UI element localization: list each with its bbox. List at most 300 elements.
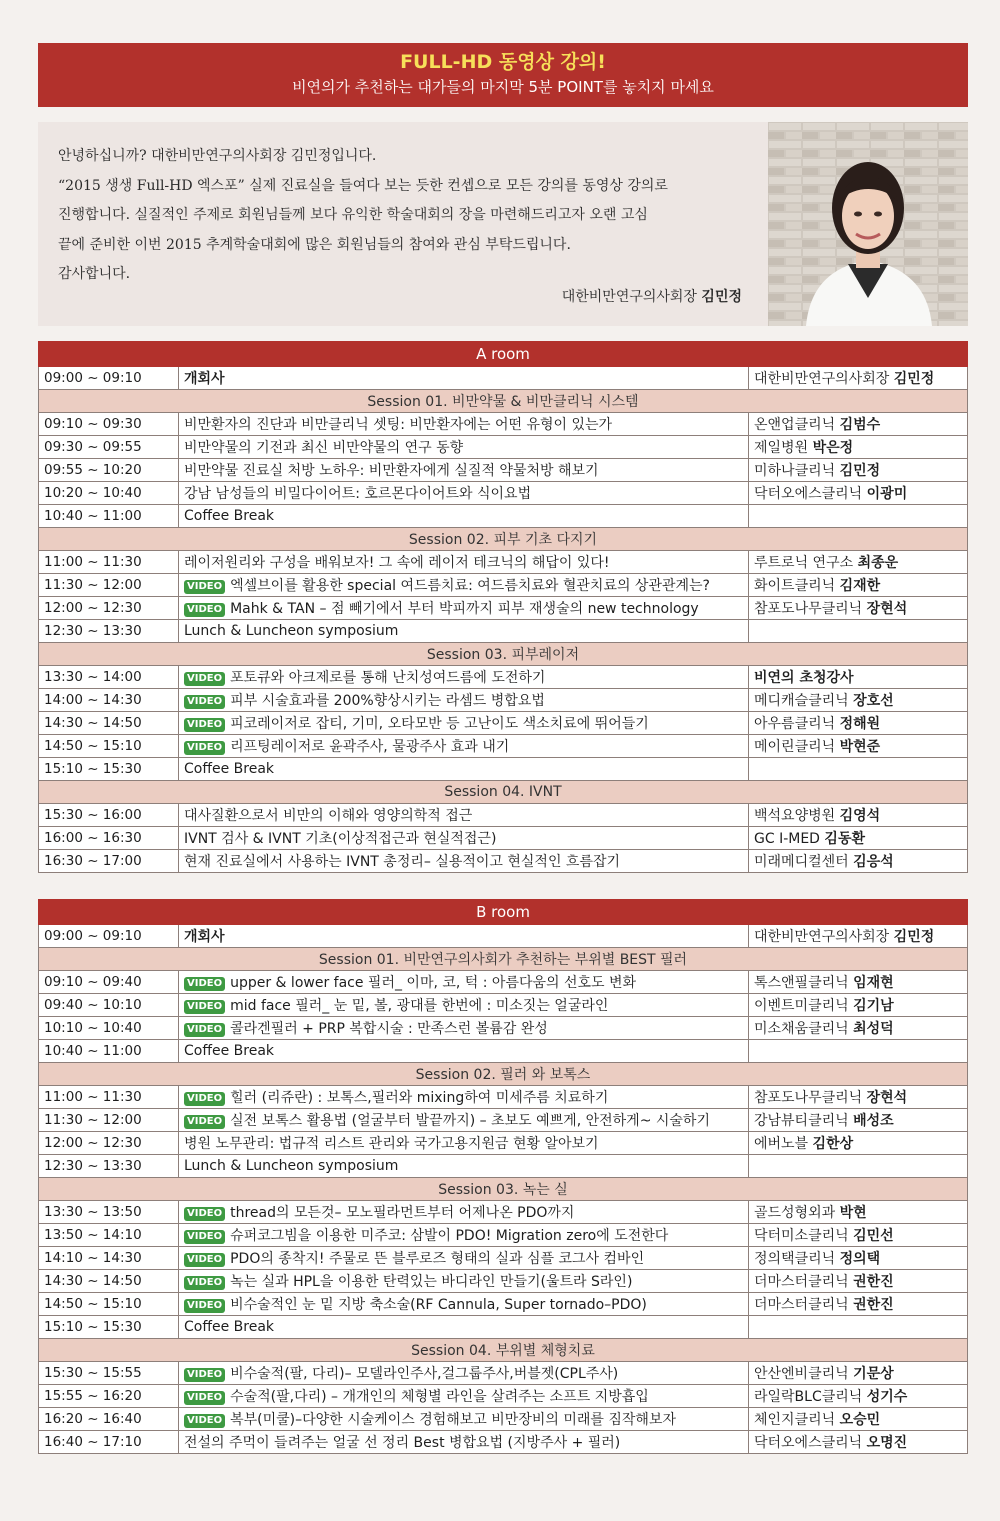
speaker-name: 권한진 [853,1274,894,1290]
video-badge-icon: VIDEO [184,1368,225,1382]
session-title: Session 02. 필러 와 보톡스 [39,1063,968,1086]
speaker-org: 닥터오에스클리닉 [754,486,863,502]
speaker-org: 메디캐슬클리닉 [754,693,849,709]
talk-title-text: Lunch & Luncheon symposium [184,623,399,639]
talk-title-text: Coffee Break [184,1319,275,1335]
talk-title [179,1109,749,1132]
session-title: Session 03. 녹는 실 [39,1178,968,1201]
time-slot: 09:55 ~ 10:20 [39,459,179,482]
time-slot: 09:10 ~ 09:40 [39,971,179,994]
schedule-row [39,735,968,758]
speaker-name: 김민정 [839,463,881,479]
schedule-row [39,367,968,390]
time-slot: 11:00 ~ 11:30 [39,551,179,574]
speaker-org: 라일락BLC클리닉 [753,1389,863,1405]
time-slot: 13:50 ~ 14:10 [39,1224,179,1247]
talk-title [179,1224,749,1247]
schedule-row [39,1247,968,1270]
speaker-org: 안산엔비클리닉 [753,1366,849,1382]
talk-title [179,620,749,643]
schedule-row [39,1155,968,1178]
speaker-cell [748,1132,967,1155]
talk-title-text: mid face 필러_ 눈 밑, 볼, 광대를 한번에 : 미소짓는 얼굴라인 [230,998,609,1014]
video-badge-icon: VIDEO [184,603,225,617]
session-title: Session 01. 비만연구의사회가 추천하는 부위별 BEST 필러 [39,948,968,971]
talk-title [179,1408,749,1431]
schedule-row [39,712,968,735]
speaker-name: 비연의 초청강사 [754,670,854,686]
speaker-cell [748,1155,967,1178]
schedule-row [39,1431,968,1454]
time-slot: 09:40 ~ 10:10 [39,994,179,1017]
speaker-org: 톡스앤필클리닉 [753,975,849,991]
talk-title [179,1155,749,1178]
schedule-row [39,505,968,528]
speaker-org: 에버노블 [753,1136,809,1152]
speaker-name: 오명진 [866,1435,908,1451]
talk-title [179,574,749,597]
speaker-cell [748,925,967,948]
speaker-org: 참포도나무클리닉 [753,1090,863,1106]
speaker-org: 닥터미소클리닉 [753,1228,849,1244]
time-slot: 15:10 ~ 15:30 [39,1316,179,1339]
talk-title [179,666,749,689]
time-slot: 14:50 ~ 15:10 [39,735,179,758]
talk-title-text: Lunch & Luncheon symposium [184,1158,399,1174]
talk-title-text: 비만약물 진료실 처방 노하우: 비만환자에게 실질적 약물처방 해보기 [184,463,599,479]
schedule-row [39,620,968,643]
talk-title [179,1247,749,1270]
session-header [39,1178,968,1201]
video-badge-icon: VIDEO [184,1230,225,1244]
talk-title-text: 엑셀브이를 활용한 special 여드름치료: 여드름치료와 혈관치료의 상관관계는? [230,578,710,594]
time-slot: 09:00 ~ 09:10 [39,367,179,390]
schedule-row [39,758,968,781]
speaker-cell [749,827,968,850]
talk-title [179,1040,749,1063]
talk-title [179,850,749,873]
time-slot: 13:30 ~ 14:00 [39,666,179,689]
schedule-row [39,850,968,873]
session-title: Session 03. 피부레이저 [39,643,968,666]
time-slot: 12:30 ~ 13:30 [39,620,179,643]
time-slot: 15:30 ~ 16:00 [39,804,179,827]
speaker-name: 장현석 [866,1090,908,1106]
talk-title-text: 포토큐와 아크제로를 통해 난치성여드름에 도전하기 [230,670,546,686]
room-title: A room [39,342,968,367]
speaker-org: 정의택클리닉 [753,1251,836,1267]
speaker-org: 백석요양병원 [754,808,836,824]
talk-title-text: PDO의 종착지! 주물로 뜬 블루로즈 형태의 실과 심플 코그사 컴바인 [230,1251,645,1267]
speaker-cell [749,804,968,827]
talk-title [179,1270,749,1293]
session-header [39,781,968,804]
speaker-name: 박은정 [812,440,854,456]
speaker-name: 정의택 [839,1251,881,1267]
video-badge-icon: VIDEO [184,672,225,686]
speaker-cell [748,971,967,994]
speaker-org: 닥터오에스클리닉 [753,1435,863,1451]
video-badge-icon: VIDEO [184,1115,225,1129]
speaker-cell [748,1109,967,1132]
talk-title [179,1316,749,1339]
talk-title [179,1362,749,1385]
speaker-name: 김민선 [853,1228,894,1244]
banner-title: FULL-HD 동영상 강의! [400,51,606,73]
speaker-cell [749,574,968,597]
schedule-row [39,1293,968,1316]
speaker-cell [749,735,968,758]
speaker-name: 성기수 [866,1389,908,1405]
talk-title-text: 개회사 [184,371,225,387]
speaker-name: 김민정 [893,929,935,945]
time-slot: 14:30 ~ 14:50 [39,712,179,735]
speaker-name: 박현 [839,1205,867,1221]
schedule-row [39,666,968,689]
speaker-cell [749,712,968,735]
speaker-name: 장호선 [853,693,894,709]
talk-title-text: IVNT 검사 & IVNT 기초(이상적접근과 현실적접근) [184,831,497,847]
speaker-name: 김응석 [853,854,894,870]
speaker-cell [749,482,968,505]
speaker-name: 김범수 [839,417,881,433]
schedule-row [39,994,968,1017]
speaker-cell [749,620,968,643]
schedule-row [39,689,968,712]
greeting-line: 안녕하십니까? 대한비만연구의사회장 김민정입니다. [58,148,377,164]
speaker-cell [748,1224,967,1247]
time-slot: 14:30 ~ 14:50 [39,1270,179,1293]
talk-title-text: 피부 시술효과를 200%향상시키는 라셈드 병합요법 [230,693,545,709]
speaker-org: 루트로닉 연구소 [754,555,854,571]
schedule-row [39,1385,968,1408]
video-badge-icon: VIDEO [184,1276,225,1290]
speaker-org: 미하나클리닉 [754,463,836,479]
time-slot: 12:00 ~ 12:30 [39,1132,179,1155]
talk-title [179,971,749,994]
speaker-name: 권한진 [853,1297,894,1313]
speaker-cell [748,1040,967,1063]
talk-title [179,804,749,827]
talk-title-text: Coffee Break [184,1043,275,1059]
talk-title [179,413,749,436]
talk-title-text: 슈퍼코그빔을 이용한 미주코: 삼발이 PDO! Migration zero에 도전한다 [230,1228,669,1244]
speaker-org: 대한비만연구의사회장 [754,371,890,387]
time-slot: 15:10 ~ 15:30 [39,758,179,781]
talk-title [179,925,749,948]
video-badge-icon: VIDEO [184,580,225,594]
speaker-org: GC I-MED [754,831,820,847]
talk-title [179,1201,749,1224]
speaker-org: 온앤업클리닉 [754,417,836,433]
speaker-org: 더마스터클리닉 [753,1274,849,1290]
speaker-org: 이벤트미클리닉 [753,998,849,1014]
talk-title [179,758,749,781]
speaker-cell [748,994,967,1017]
talk-title-text: 전설의 주먹이 들려주는 얼굴 선 정리 Best 병합요법 (지방주사 + 필러) [184,1435,621,1451]
video-badge-icon: VIDEO [184,1299,225,1313]
schedule-row [39,971,968,994]
video-badge-icon: VIDEO [184,977,225,991]
video-badge-icon: VIDEO [184,695,225,709]
talk-title-text: 힐러 (리쥬란) : 보톡스,필러와 mixing하여 미세주름 치료하기 [230,1090,609,1106]
time-slot: 10:40 ~ 11:00 [39,505,179,528]
talk-title-text: 대사질환으로서 비만의 이해와 영양의학적 접근 [184,808,473,824]
speaker-name: 박현준 [839,739,881,755]
speaker-cell [749,367,968,390]
time-slot: 09:30 ~ 09:55 [39,436,179,459]
speaker-cell [748,1293,967,1316]
session-title: Session 04. 부위별 체형치료 [39,1339,968,1362]
time-slot: 14:00 ~ 14:30 [39,689,179,712]
speaker-name: 김한상 [812,1136,854,1152]
speaker-org: 미래메디컬센터 [754,854,849,870]
session-header [39,390,968,413]
talk-title [179,505,749,528]
schedule-row [39,804,968,827]
schedule-row [39,1408,968,1431]
speaker-cell [748,1362,967,1385]
speaker-cell [749,758,968,781]
schedule-row [39,1224,968,1247]
talk-title-text: 비수술적(팔, 다리)– 모델라인주사,걸그룹주사,버블젯(CPL주사) [230,1366,619,1382]
greeting-line: 감사합니다. [58,266,131,282]
schedule-row [39,925,968,948]
talk-title-text: 피코레이저로 잡티, 기미, 오타모반 등 고난이도 색소치료에 뛰어들기 [230,716,649,732]
talk-title-text: 콜라겐필러 + PRP 복합시술 : 만족스런 볼륨감 완성 [230,1021,548,1037]
session-title: Session 02. 피부 기초 다지기 [39,528,968,551]
schedule-row [39,436,968,459]
signature-name: 김민정 [701,289,742,305]
speaker-cell [748,1385,967,1408]
speaker-cell [749,551,968,574]
speaker-cell [748,1017,967,1040]
video-badge-icon: VIDEO [184,1391,225,1405]
time-slot: 14:50 ~ 15:10 [39,1293,179,1316]
signature-org: 대한비만연구의사회장 [561,289,697,305]
time-slot: 14:10 ~ 14:30 [39,1247,179,1270]
schedule-row [39,1270,968,1293]
speaker-cell [749,666,968,689]
speaker-name: 정해원 [839,716,881,732]
talk-title [179,689,749,712]
talk-title [179,712,749,735]
talk-title-text: 복부(미쿨)–다양한 시술케이스 경험해보고 비만장비의 미래를 짐작해보자 [230,1412,676,1428]
room-b-schedule [38,899,968,1454]
talk-title-text: 레이저원리와 구성을 배워보자! 그 속에 레이저 테크닉의 해답이 있다! [184,555,610,571]
speaker-org: 참포도나무클리닉 [754,601,863,617]
speaker-name: 이광미 [866,486,908,502]
talk-title-text: 현재 진료실에서 사용하는 IVNT 총정리– 실용적이고 현실적인 흐름잡기 [184,854,621,870]
speaker-name: 김영석 [839,808,881,824]
talk-title [179,1293,749,1316]
time-slot: 16:20 ~ 16:40 [39,1408,179,1431]
talk-title-text: 개회사 [184,929,225,945]
time-slot: 15:30 ~ 15:55 [39,1362,179,1385]
greeting-box [38,122,968,326]
talk-title [179,1431,749,1454]
speaker-cell [749,459,968,482]
speaker-cell [749,413,968,436]
speaker-name: 오승민 [839,1412,881,1428]
talk-title-text: 비만환자의 진단과 비만클리닉 셋팅: 비만환자에는 어떤 유형이 있는가 [184,417,613,433]
speaker-cell [749,505,968,528]
schedule-row [39,1017,968,1040]
time-slot: 16:40 ~ 17:10 [39,1431,179,1454]
schedule-row [39,459,968,482]
schedule-row [39,413,968,436]
speaker-name: 김기남 [853,998,894,1014]
speaker-name: 김동환 [824,831,865,847]
talk-title [179,735,749,758]
president-photo [768,122,968,326]
video-badge-icon: VIDEO [184,1414,225,1428]
talk-title [179,1017,749,1040]
video-badge-icon: VIDEO [184,1023,225,1037]
speaker-org: 메이린클리닉 [754,739,836,755]
speaker-org: 아우름클리닉 [754,716,836,732]
time-slot: 11:30 ~ 12:00 [39,574,179,597]
time-slot: 12:30 ~ 13:30 [39,1155,179,1178]
schedule-row [39,574,968,597]
video-badge-icon: VIDEO [184,1253,225,1267]
speaker-name: 장현석 [866,601,908,617]
speaker-cell [748,1247,967,1270]
speaker-cell [748,1270,967,1293]
speaker-cell [749,850,968,873]
greeting-line: “2015 생생 Full-HD 엑스포” 실제 진료실을 들여다 보는 듯한 컨셉으로 모든 강의를 동영상 강의로 [58,177,668,194]
time-slot: 11:30 ~ 12:00 [39,1109,179,1132]
talk-title-text: Coffee Break [184,761,275,777]
schedule-row [39,1086,968,1109]
talk-title-text: Coffee Break [184,508,275,524]
speaker-name: 임재현 [853,975,894,991]
talk-title-text: 실전 보톡스 활용법 (얼굴부터 발끝까지) – 초보도 예쁘게, 안전하게~ 시술하기 [230,1113,710,1129]
talk-title-text: 병원 노무관리: 법규적 리스트 관리와 국가고용지원금 현황 알아보기 [184,1136,599,1152]
room-header [39,900,968,925]
session-header [39,643,968,666]
talk-title-text: 리프팅레이저로 윤곽주사, 물광주사 효과 내기 [230,739,510,755]
session-header [39,1339,968,1362]
speaker-cell [748,1201,967,1224]
speaker-org: 체인지클리닉 [753,1412,836,1428]
time-slot: 09:00 ~ 09:10 [39,925,179,948]
speaker-cell [749,689,968,712]
session-header [39,948,968,971]
talk-title-text: upper & lower face 필러_ 이마, 코, 턱 : 아름다움의 선호도 변화 [230,975,637,991]
greeting-line: 끝에 준비한 이번 2015 추계학술대회에 많은 회원님들의 참여와 관심 부탁드립니다. [58,236,571,253]
video-badge-icon: VIDEO [184,1092,225,1106]
speaker-name: 배성조 [853,1113,894,1129]
time-slot: 15:55 ~ 16:20 [39,1385,179,1408]
schedule-row [39,551,968,574]
schedule-row [39,597,968,620]
video-badge-icon: VIDEO [184,741,225,755]
session-header [39,1063,968,1086]
speaker-cell [749,436,968,459]
speaker-name: 김민정 [893,371,935,387]
schedule-row [39,1132,968,1155]
talk-title [179,597,749,620]
time-slot: 13:30 ~ 13:50 [39,1201,179,1224]
schedule-row [39,827,968,850]
greeting-text [58,142,748,290]
speaker-org: 강남뷰티클리닉 [753,1113,849,1129]
header-banner [38,43,968,107]
speaker-name: 최종운 [857,555,899,571]
speaker-org: 제일병원 [754,440,809,456]
greeting-signature [562,286,742,306]
speaker-cell [748,1408,967,1431]
speaker-name: 김재한 [839,578,881,594]
time-slot: 10:40 ~ 11:00 [39,1040,179,1063]
room-title: B room [39,900,968,925]
talk-title-text: 녹는 실과 HPL을 이용한 탄력있는 바디라인 만들기(울트라 S라인) [230,1274,633,1290]
portrait-image [768,122,968,326]
speaker-org: 더마스터클리닉 [753,1297,849,1313]
talk-title [179,482,749,505]
banner-subtitle: 비연의가 추천하는 대가들의 마지막 5분 POINT를 놓치지 마세요 [292,78,714,96]
room-a-schedule [38,341,968,873]
talk-title [179,459,749,482]
speaker-org: 대한비만연구의사회장 [753,929,890,945]
greeting-line: 진행합니다. 실질적인 주제로 회원님들께 보다 유익한 학술대회의 장을 마련해드리고자 오랜 고심 [58,207,648,223]
time-slot: 11:00 ~ 11:30 [39,1086,179,1109]
time-slot: 09:10 ~ 09:30 [39,413,179,436]
schedule-row [39,1362,968,1385]
talk-title [179,367,749,390]
talk-title [179,551,749,574]
video-badge-icon: VIDEO [184,1207,225,1221]
talk-title [179,994,749,1017]
talk-title-text: 수술적(팔,다리) – 개개인의 체형별 라인을 살려주는 소프트 지방흡입 [230,1389,649,1405]
speaker-org: 화이트클리닉 [754,578,836,594]
time-slot: 12:00 ~ 12:30 [39,597,179,620]
speaker-cell [748,1086,967,1109]
schedule-row [39,1316,968,1339]
talk-title-text: 비수술적인 눈 밑 지방 축소술(RF Cannula, Super tornado–PDO) [230,1297,647,1313]
talk-title [179,1385,749,1408]
talk-title-text: thread의 모든것– 모노필라먼트부터 어제나온 PDO까지 [230,1205,575,1221]
speaker-name: 기문상 [853,1366,894,1382]
speaker-cell [748,1431,967,1454]
talk-title-text: Mahk & TAN – 점 빼기에서 부터 박피까지 피부 재생술의 new technology [230,601,699,617]
speaker-name: 최성덕 [853,1021,894,1037]
time-slot: 10:20 ~ 10:40 [39,482,179,505]
talk-title [179,827,749,850]
session-title: Session 04. IVNT [39,781,968,804]
talk-title [179,436,749,459]
talk-title-text: 강남 남성들의 비밀다이어트: 호르몬다이어트와 식이요법 [184,486,532,502]
schedule-row [39,482,968,505]
schedule-row [39,1201,968,1224]
schedule-row [39,1109,968,1132]
talk-title [179,1086,749,1109]
speaker-org: 골드성형외과 [753,1205,836,1221]
speaker-org: 미소채움클리닉 [753,1021,849,1037]
time-slot: 16:00 ~ 16:30 [39,827,179,850]
room-header [39,342,968,367]
schedule-row [39,1040,968,1063]
time-slot: 16:30 ~ 17:00 [39,850,179,873]
speaker-cell [748,1316,967,1339]
talk-title-text: 비만약물의 기전과 최신 비만약물의 연구 동향 [184,440,464,456]
speaker-cell [749,597,968,620]
talk-title [179,1132,749,1155]
video-badge-icon: VIDEO [184,718,225,732]
time-slot: 10:10 ~ 10:40 [39,1017,179,1040]
video-badge-icon: VIDEO [184,1000,225,1014]
